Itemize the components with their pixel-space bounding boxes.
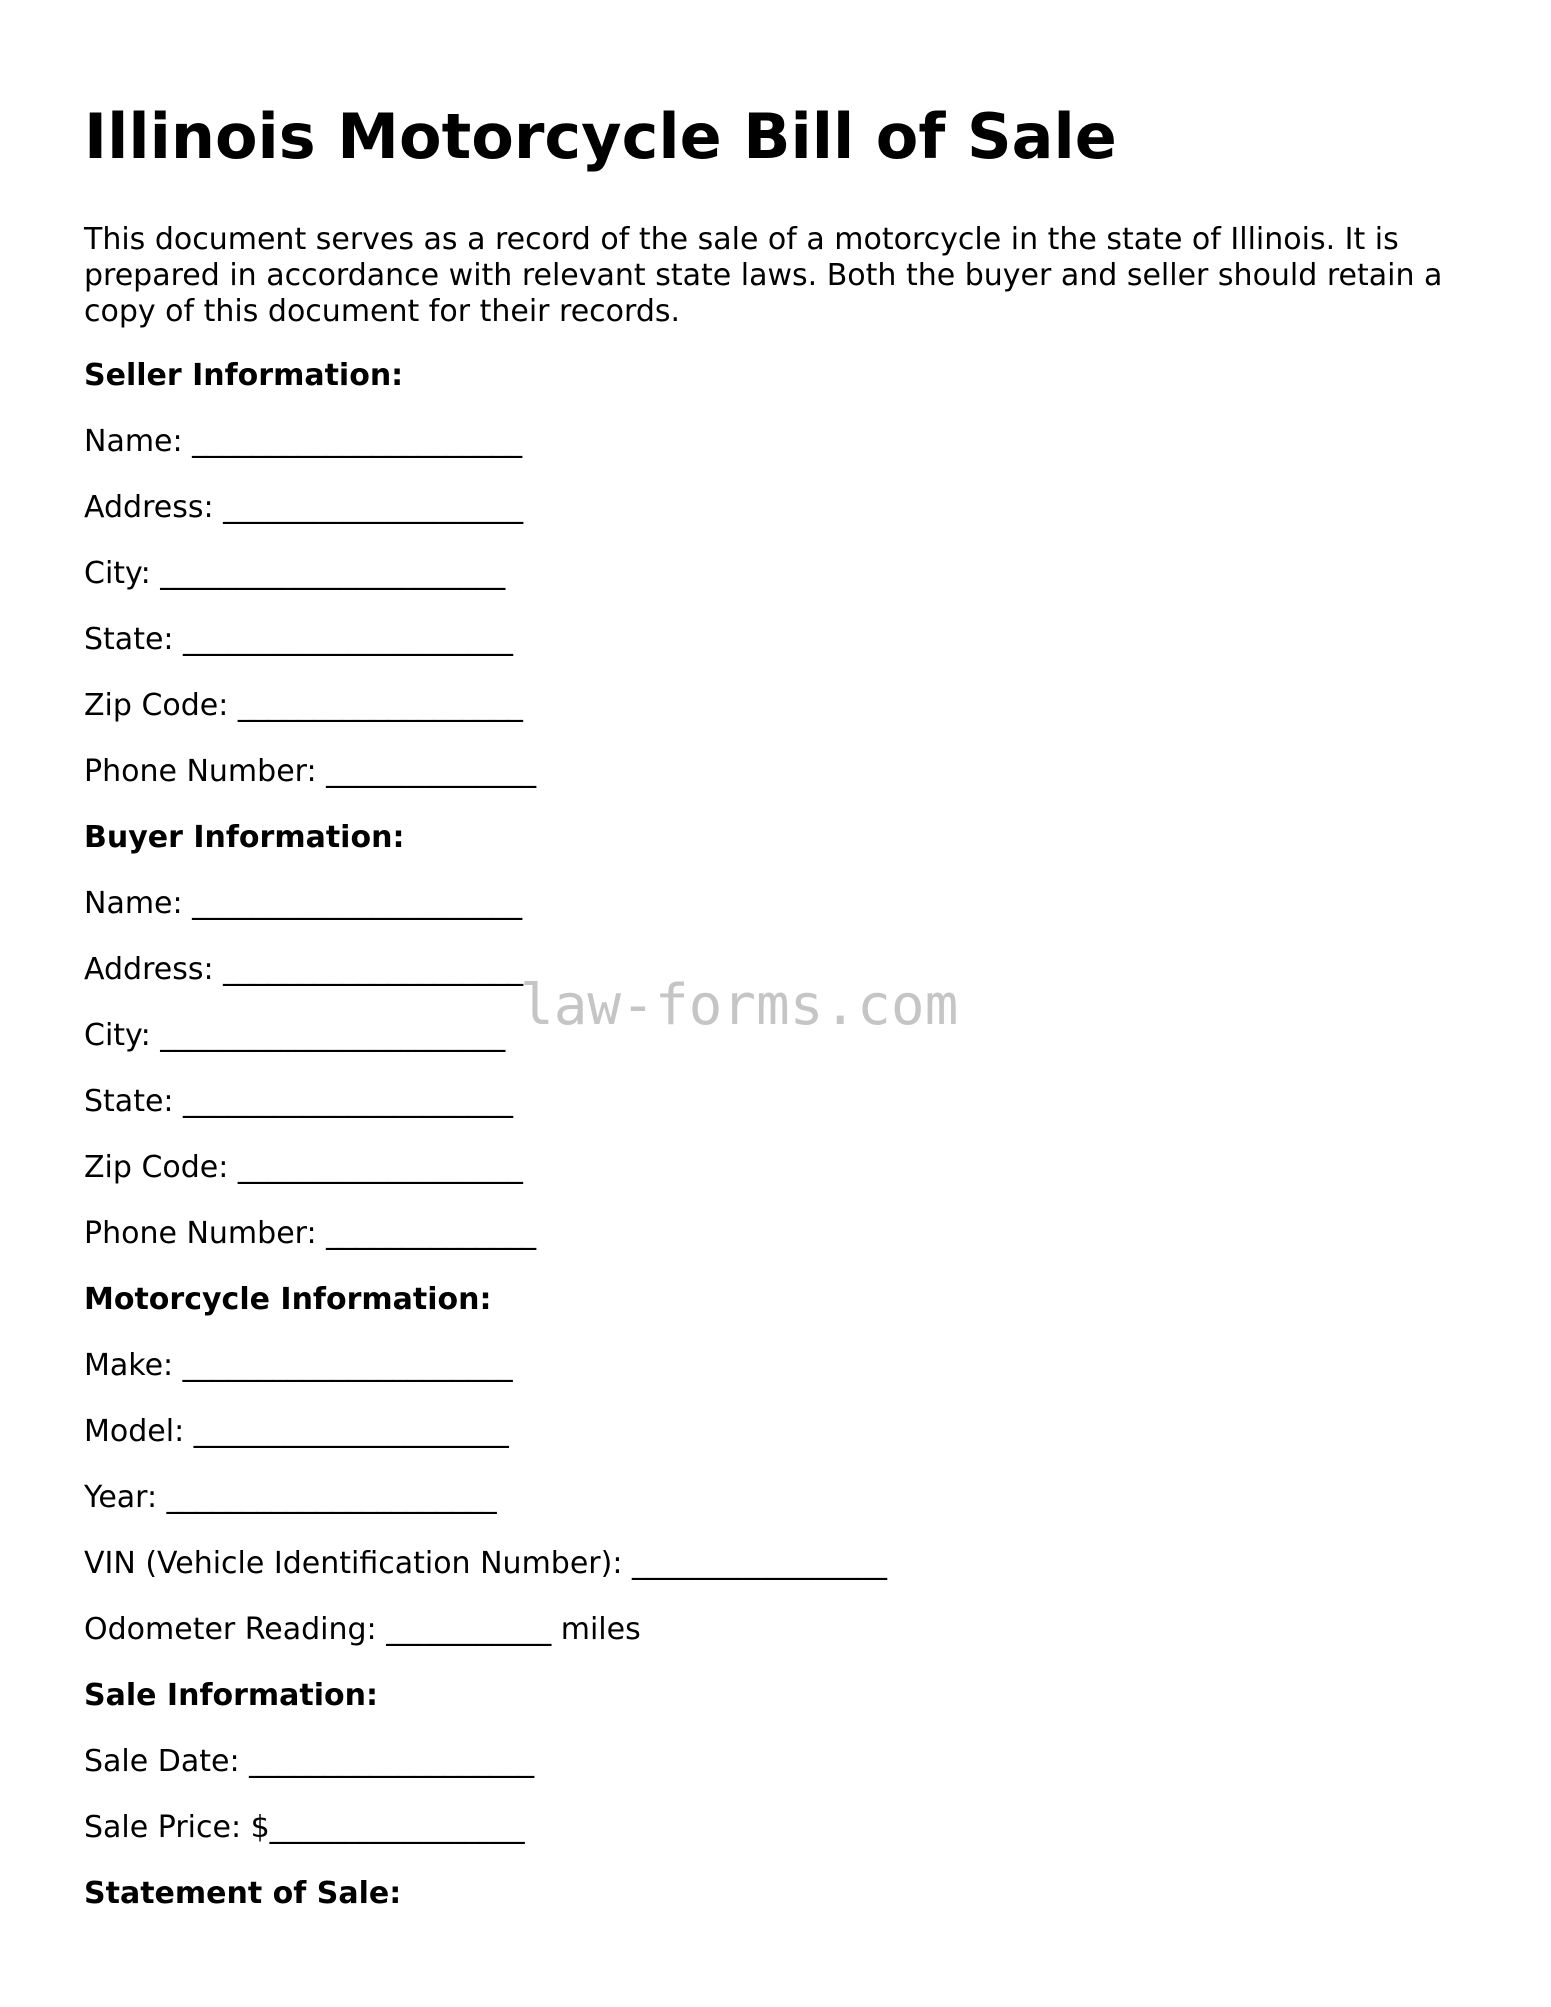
buyer-address-field[interactable]: Address: ____________________	[84, 952, 524, 987]
statement-section-heading: Statement of Sale:	[84, 1876, 402, 1911]
sale-date-field[interactable]: Sale Date: ___________________	[84, 1744, 535, 1779]
buyer-section-heading: Buyer Information:	[84, 820, 405, 855]
buyer-name-field[interactable]: Name: ______________________	[84, 886, 523, 921]
document-title: Illinois Motorcycle Bill of Sale	[84, 100, 1117, 173]
buyer-city-field[interactable]: City: _______________________	[84, 1018, 506, 1053]
seller-section-heading: Seller Information:	[84, 358, 404, 393]
seller-name-field[interactable]: Name: ______________________	[84, 424, 523, 459]
motorcycle-year-field[interactable]: Year: ______________________	[84, 1480, 497, 1515]
buyer-phone-field[interactable]: Phone Number: ______________	[84, 1216, 537, 1251]
buyer-zip-field[interactable]: Zip Code: ___________________	[84, 1150, 523, 1185]
motorcycle-model-field[interactable]: Model: _____________________	[84, 1414, 509, 1449]
motorcycle-section-heading: Motorcycle Information:	[84, 1282, 492, 1317]
seller-zip-field[interactable]: Zip Code: ___________________	[84, 688, 523, 723]
motorcycle-make-field[interactable]: Make: ______________________	[84, 1348, 513, 1383]
sale-section-heading: Sale Information:	[84, 1678, 378, 1713]
seller-state-field[interactable]: State: ______________________	[84, 622, 514, 657]
buyer-state-field[interactable]: State: ______________________	[84, 1084, 514, 1119]
motorcycle-vin-field[interactable]: VIN (Vehicle Identification Number): _________________	[84, 1546, 887, 1581]
seller-phone-field[interactable]: Phone Number: ______________	[84, 754, 537, 789]
seller-city-field[interactable]: City: _______________________	[84, 556, 506, 591]
motorcycle-odometer-field[interactable]: Odometer Reading: ___________ miles	[84, 1612, 641, 1647]
seller-address-field[interactable]: Address: ____________________	[84, 490, 524, 525]
sale-price-field[interactable]: Sale Price: $_________________	[84, 1810, 525, 1845]
watermark: law-forms.com	[520, 973, 959, 1038]
intro-paragraph: This document serves as a record of the sale of a motorcycle in the state of Illinois. It is prepared in accordance with relevant state laws. Both the buyer and seller should retain a copy of this document for their records.	[84, 222, 1443, 329]
